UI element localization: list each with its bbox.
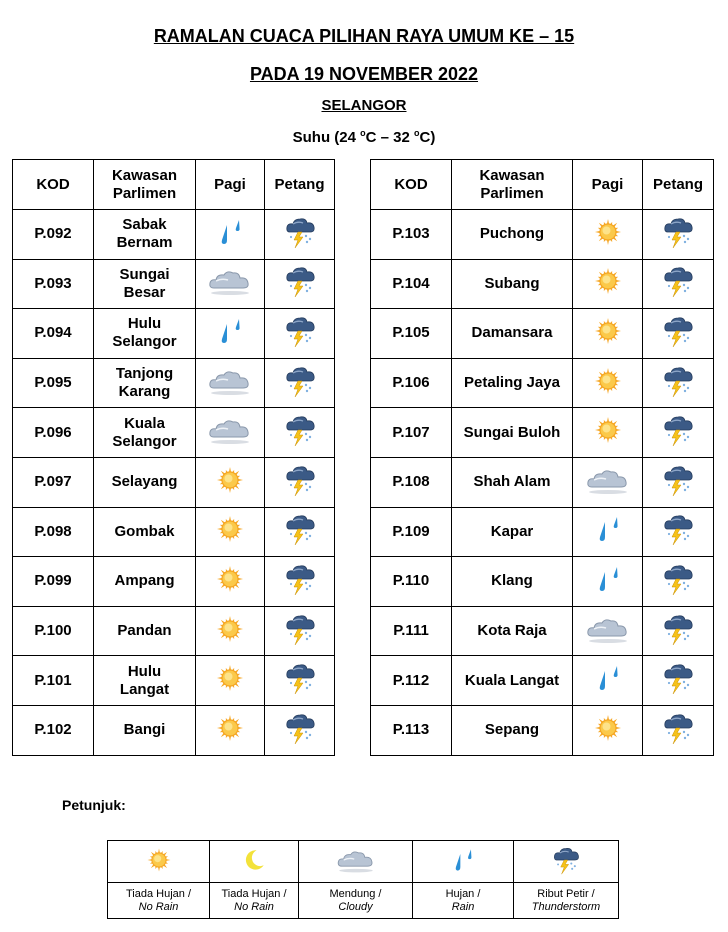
- table-row: [371, 457, 714, 507]
- legend-text-cell: Mendung / Cloudy: [299, 883, 413, 919]
- moon-icon: [239, 845, 269, 879]
- kawasan-cell: Kuala Langat: [452, 656, 573, 706]
- legend-icon-cell: [299, 841, 413, 883]
- petang-cell: [643, 457, 714, 507]
- kawasan-cell: Sabak Bernam: [94, 210, 196, 260]
- sun-icon: [213, 562, 247, 601]
- thunderstorm-icon: [283, 562, 317, 601]
- kod-cell: P.100: [13, 606, 94, 656]
- kawasan-cell: Sungai Besar: [94, 259, 196, 309]
- thunderstorm-icon: [661, 612, 695, 651]
- table-row: [13, 358, 335, 408]
- pagi-cell: [573, 408, 643, 458]
- kawasan-cell: Hulu Selangor: [94, 309, 196, 359]
- petang-cell: [643, 557, 714, 607]
- kod-cell: P.108: [371, 457, 452, 507]
- petang-cell: [643, 705, 714, 755]
- rain-icon: [591, 512, 625, 551]
- header-kod: KOD: [371, 160, 452, 210]
- legend-label: Petunjuk:: [62, 797, 126, 813]
- kawasan-cell: Hulu Langat: [94, 656, 196, 706]
- kod-cell: P.102: [13, 705, 94, 755]
- sun-icon: [591, 413, 625, 452]
- petang-cell: [643, 309, 714, 359]
- state-name: SELANGOR: [321, 97, 407, 114]
- thunderstorm-icon: [283, 264, 317, 303]
- kod-cell: P.106: [371, 358, 452, 408]
- pagi-cell: [573, 656, 643, 706]
- kod-cell: P.103: [371, 210, 452, 260]
- thunderstorm-icon: [283, 413, 317, 452]
- kawasan-cell: Gombak: [94, 507, 196, 557]
- cloudy-icon: [334, 845, 378, 879]
- sun-icon: [213, 612, 247, 651]
- kod-cell: P.097: [13, 457, 94, 507]
- pagi-cell: [196, 507, 265, 557]
- table-row: [371, 507, 714, 557]
- table-row: [371, 259, 714, 309]
- petang-cell: [643, 210, 714, 260]
- pagi-cell: [196, 705, 265, 755]
- table-row: [13, 210, 335, 260]
- kawasan-cell: Ampang: [94, 557, 196, 607]
- pagi-cell: [573, 358, 643, 408]
- header-petang: Petang: [265, 160, 335, 210]
- kawasan-cell: Selayang: [94, 457, 196, 507]
- thunderstorm-icon: [661, 463, 695, 502]
- pagi-cell: [196, 210, 265, 260]
- table-row: [13, 309, 335, 359]
- rain-icon: [591, 661, 625, 700]
- cloudy-icon: [584, 463, 632, 502]
- kawasan-cell: Shah Alam: [452, 457, 573, 507]
- table-row: [13, 259, 335, 309]
- thunderstorm-icon: [661, 562, 695, 601]
- rain-icon: [448, 845, 478, 879]
- legend-icon-cell: [108, 841, 210, 883]
- kod-cell: P.111: [371, 606, 452, 656]
- thunderstorm-icon: [661, 215, 695, 254]
- petang-cell: [643, 606, 714, 656]
- kawasan-cell: Klang: [452, 557, 573, 607]
- petang-cell: [265, 210, 335, 260]
- table-row: [13, 457, 335, 507]
- pagi-cell: [573, 457, 643, 507]
- kod-cell: P.104: [371, 259, 452, 309]
- kawasan-cell: Puchong: [452, 210, 573, 260]
- petang-cell: [265, 507, 335, 557]
- kod-cell: P.093: [13, 259, 94, 309]
- petang-cell: [265, 557, 335, 607]
- kawasan-cell: Kota Raja: [452, 606, 573, 656]
- legend-text-cell: Tiada Hujan / No Rain: [108, 883, 210, 919]
- cloudy-icon: [584, 612, 632, 651]
- cloudy-icon: [206, 413, 254, 452]
- sun-icon: [213, 711, 247, 750]
- petang-cell: [643, 656, 714, 706]
- header-kawasan: Kawasan Parlimen: [452, 160, 573, 210]
- sun-icon: [213, 512, 247, 551]
- sun-icon: [213, 463, 247, 502]
- kod-cell: P.107: [371, 408, 452, 458]
- pagi-cell: [573, 210, 643, 260]
- petang-cell: [643, 358, 714, 408]
- sun-icon: [591, 314, 625, 353]
- table-row: [13, 705, 335, 755]
- petang-cell: [265, 656, 335, 706]
- kod-cell: P.112: [371, 656, 452, 706]
- sun-icon: [591, 711, 625, 750]
- pagi-cell: [196, 408, 265, 458]
- pagi-cell: [196, 656, 265, 706]
- table-row: [371, 557, 714, 607]
- kod-cell: P.110: [371, 557, 452, 607]
- thunderstorm-icon: [661, 512, 695, 551]
- kod-cell: P.095: [13, 358, 94, 408]
- thunderstorm-icon: [551, 845, 581, 879]
- kawasan-cell: Sungai Buloh: [452, 408, 573, 458]
- kawasan-cell: Kuala Selangor: [94, 408, 196, 458]
- pagi-cell: [196, 309, 265, 359]
- table-row: [371, 656, 714, 706]
- forecast-date: PADA 19 NOVEMBER 2022: [249, 64, 479, 84]
- table-row: [13, 408, 335, 458]
- thunderstorm-icon: [283, 512, 317, 551]
- petang-cell: [265, 457, 335, 507]
- forecast-title: RAMALAN CUACA PILIHAN RAYA UMUM KE – 15: [153, 26, 575, 46]
- thunderstorm-icon: [283, 612, 317, 651]
- petang-cell: [265, 705, 335, 755]
- kawasan-cell: Sepang: [452, 705, 573, 755]
- header-pagi: Pagi: [573, 160, 643, 210]
- cloudy-icon: [206, 264, 254, 303]
- kod-cell: P.113: [371, 705, 452, 755]
- thunderstorm-icon: [661, 413, 695, 452]
- pagi-cell: [196, 557, 265, 607]
- forecast-table-left: [12, 159, 335, 756]
- legend-text-cell: Ribut Petir / Thunderstorm: [514, 883, 619, 919]
- pagi-cell: [573, 606, 643, 656]
- header-petang: Petang: [643, 160, 714, 210]
- thunderstorm-icon: [283, 661, 317, 700]
- header-kod: KOD: [13, 160, 94, 210]
- petang-cell: [643, 259, 714, 309]
- petang-cell: [265, 358, 335, 408]
- legend-text-cell: Tiada Hujan / No Rain: [210, 883, 299, 919]
- kod-cell: P.101: [13, 656, 94, 706]
- legend-text-cell: Hujan / Rain: [413, 883, 514, 919]
- rain-icon: [213, 314, 247, 353]
- petang-cell: [265, 309, 335, 359]
- thunderstorm-icon: [661, 711, 695, 750]
- table-row: [371, 358, 714, 408]
- pagi-cell: [573, 557, 643, 607]
- petang-cell: [265, 259, 335, 309]
- kod-cell: P.099: [13, 557, 94, 607]
- kod-cell: P.109: [371, 507, 452, 557]
- kod-cell: P.096: [13, 408, 94, 458]
- thunderstorm-icon: [283, 314, 317, 353]
- table-row: [13, 656, 335, 706]
- petang-cell: [265, 408, 335, 458]
- petang-cell: [643, 507, 714, 557]
- pagi-cell: [196, 606, 265, 656]
- temperature-range: Suhu (24 $^o$C – 32 $^o$C): [292, 128, 436, 146]
- table-row: [371, 606, 714, 656]
- legend-icon-cell: [413, 841, 514, 883]
- pagi-cell: [196, 457, 265, 507]
- cloudy-icon: [206, 364, 254, 403]
- thunderstorm-icon: [661, 661, 695, 700]
- table-row: [371, 705, 714, 755]
- pagi-cell: [196, 358, 265, 408]
- sun-icon: [591, 264, 625, 303]
- kawasan-cell: Subang: [452, 259, 573, 309]
- kawasan-cell: Pandan: [94, 606, 196, 656]
- kawasan-cell: Bangi: [94, 705, 196, 755]
- forecast-table-right: [370, 159, 714, 756]
- thunderstorm-icon: [661, 364, 695, 403]
- pagi-cell: [196, 259, 265, 309]
- kod-cell: P.105: [371, 309, 452, 359]
- table-row: [371, 210, 714, 260]
- sun-icon: [144, 845, 174, 879]
- thunderstorm-icon: [283, 463, 317, 502]
- kod-cell: P.098: [13, 507, 94, 557]
- pagi-cell: [573, 705, 643, 755]
- rain-icon: [213, 215, 247, 254]
- table-row: [371, 309, 714, 359]
- legend-icon-cell: [210, 841, 299, 883]
- rain-icon: [591, 562, 625, 601]
- legend-icon-cell: [514, 841, 619, 883]
- kawasan-cell: Damansara: [452, 309, 573, 359]
- kod-cell: P.092: [13, 210, 94, 260]
- sun-icon: [591, 215, 625, 254]
- sun-icon: [213, 661, 247, 700]
- table-row: [13, 507, 335, 557]
- kawasan-cell: Petaling Jaya: [452, 358, 573, 408]
- thunderstorm-icon: [283, 364, 317, 403]
- petang-cell: [265, 606, 335, 656]
- header-pagi: Pagi: [196, 160, 265, 210]
- thunderstorm-icon: [283, 215, 317, 254]
- legend-table: [107, 840, 619, 919]
- thunderstorm-icon: [661, 314, 695, 353]
- kod-cell: P.094: [13, 309, 94, 359]
- pagi-cell: [573, 309, 643, 359]
- thunderstorm-icon: [661, 264, 695, 303]
- table-row: [13, 606, 335, 656]
- table-row: [371, 408, 714, 458]
- sun-icon: [591, 364, 625, 403]
- header-kawasan: Kawasan Parlimen: [94, 160, 196, 210]
- pagi-cell: [573, 259, 643, 309]
- thunderstorm-icon: [283, 711, 317, 750]
- kawasan-cell: Kapar: [452, 507, 573, 557]
- pagi-cell: [573, 507, 643, 557]
- petang-cell: [643, 408, 714, 458]
- table-row: [13, 557, 335, 607]
- kawasan-cell: Tanjong Karang: [94, 358, 196, 408]
